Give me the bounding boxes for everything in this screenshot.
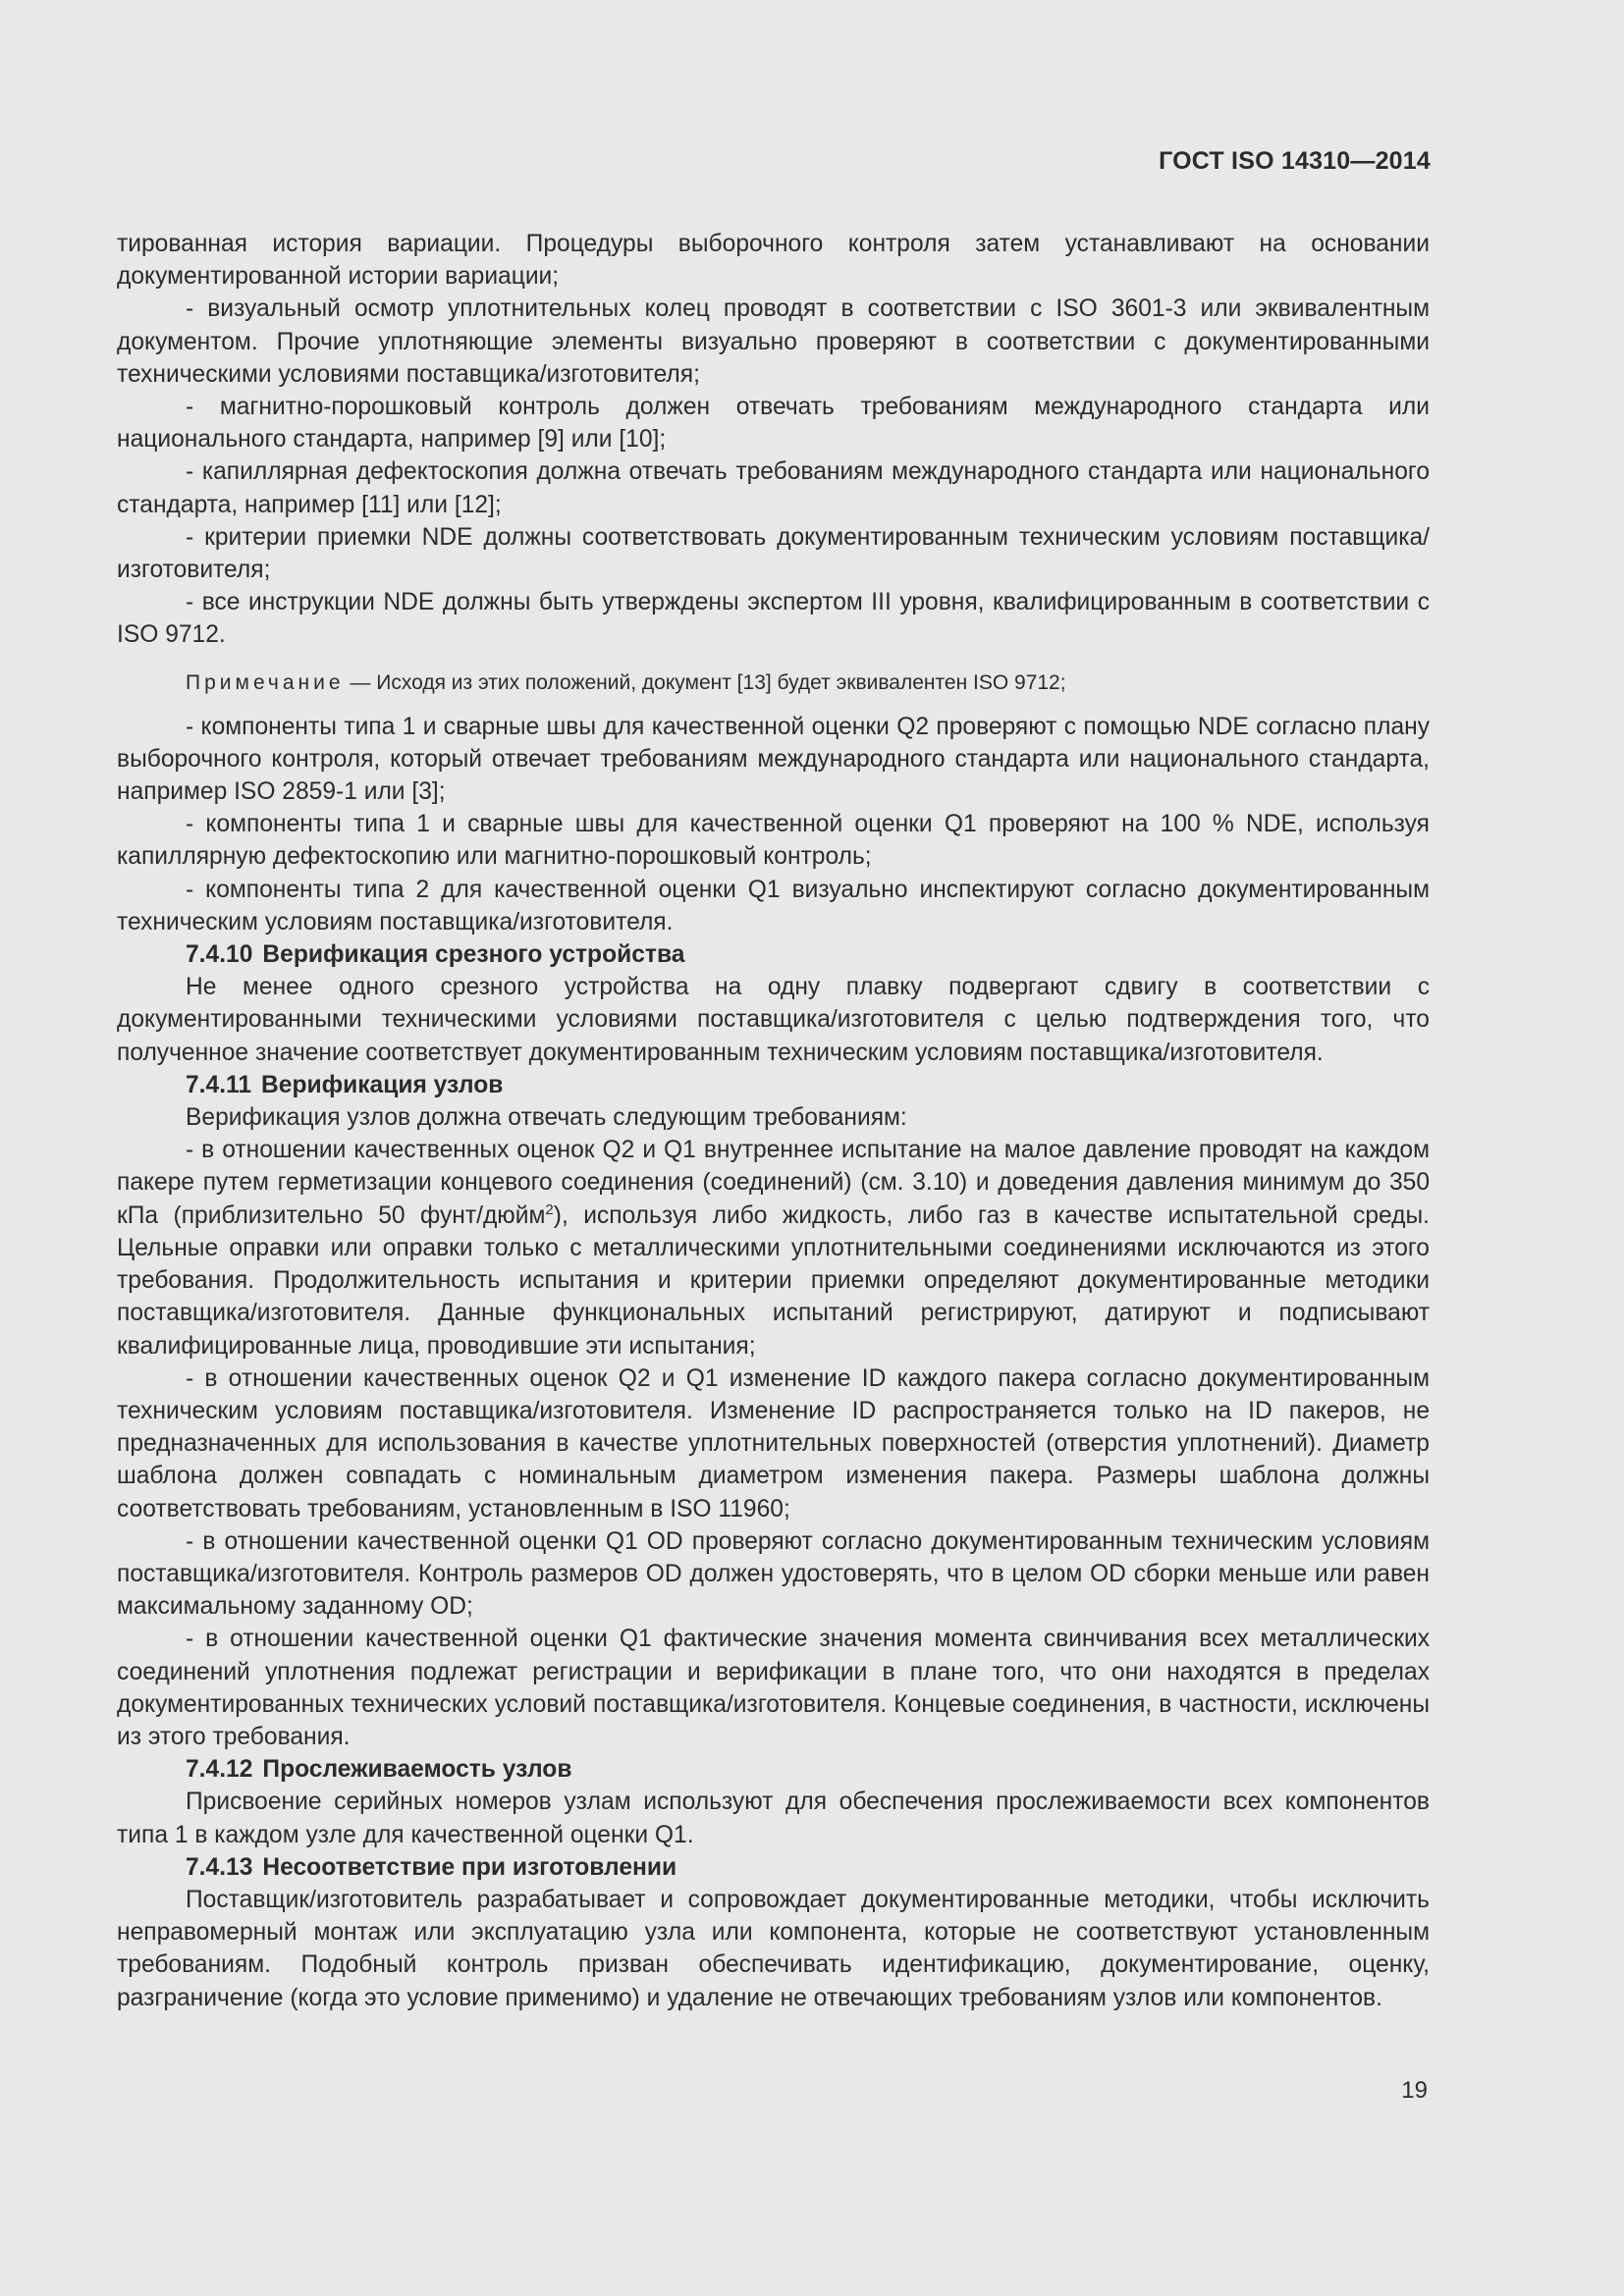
note-text: Исходя из этих положений, документ [13] будет эквивалентен ISO 9712;: [376, 670, 1066, 694]
section-heading: [117, 1851, 1430, 1884]
list-item-text: - в отношении качественных оценок Q2 и Q1 внутреннее испытание на малое давление проводят на каждом пакере путем герметизации концевого соединения (соединений) (см. 3.10) и доведения давления минимум до 350 кПа (приблизительно 50 фунт/дюйм: [117, 1137, 1430, 1229]
section-number: 7.4.12: [186, 1756, 253, 1784]
paragraph: Присвоение серийных номеров узлам используют для обеспечения прослеживаемости всех компонентов типа 1 в каждом узле для качественной оценки Q1.: [117, 1789, 1430, 1848]
section-title: Прослеживаемость узлов: [262, 1756, 572, 1784]
section-heading: [117, 938, 1430, 971]
list-item: - все инструкции NDE должны быть утверждены экспертом III уровня, квалифицированным в соответствии с ISO 9712.: [117, 589, 1430, 649]
paragraph: Верификация узлов должна отвечать следующим требованиям:: [186, 1104, 907, 1132]
paragraph-continuation: тированная история вариации. Процедуры выборочного контроля затем устанавливают на основании документированной истории вариации;: [117, 231, 1430, 291]
section-heading: [117, 1753, 1430, 1786]
list-item: - компоненты типа 1 и сварные швы для качественной оценки Q1 проверяют на 100 % NDE, используя капиллярную дефектоскопию или магнитно-порошковый контроль;: [117, 811, 1430, 871]
section-number: 7.4.11: [186, 1071, 252, 1098]
paragraph: Поставщик/изготовитель разрабатывает и сопровождает документированные методики, чтобы исключить неправомерный монтаж или эксплуатацию узла или компонента, которые не соответствуют установленным требованиям. Подобный контроль призван обеспечивать идентификацию, документирование, оценку, разграничение (когда это условие применимо) и удаление не отвечающих требованиям узлов или компонентов.: [117, 1886, 1430, 2011]
list-item: - в отношении качественной оценки Q1 OD проверяют согласно документированным техническим условиям поставщика/изготовителя. Контроль размеров OD должен удостоверять, что в целом OD сборки меньше или равен максимальному заданному OD;: [117, 1527, 1430, 1621]
list-item-text: ), используя либо жидкость, либо газ в качестве испытательной среды. Цельные оправки или оправки только с металлическими уплотнительными соединениями исключаются из этого требования. Продолжительность испытания и критерии приемки определяют документированные методики поставщика/изготовителя. Данные функциональных испытаний регистрируют, датируют и подписывают квалифицированные лица, проводившие эти испытания;: [117, 1201, 1431, 1360]
list-item: - компоненты типа 2 для качественной оценки Q1 визуально инспектируют согласно документированным техническим условиям поставщика/изготовителя.: [117, 876, 1430, 935]
page-number: 19: [1401, 2077, 1428, 2104]
list-item: - визуальный осмотр уплотнительных колец проводят в соответствии с ISO 3601-3 или эквивалентным документом. Прочие уплотняющие элементы визуально проверяют в соответствии с документированными техническими условиями поставщика/изготовителя;: [117, 295, 1430, 388]
section-title: Несоответствие при изготовлении: [262, 1853, 677, 1881]
list-item: [117, 1134, 1430, 1362]
section-heading: [117, 1069, 1430, 1101]
note-dash: —: [350, 670, 371, 694]
section-title: Верификация узлов: [261, 1071, 504, 1098]
note-label: Примечание: [186, 670, 345, 694]
list-item: - капиллярная дефектоскопия должна отвечать требованиям международного стандарта или национального стандарта, например [11] или [12];: [117, 458, 1430, 518]
superscript: 2: [545, 1201, 554, 1218]
standard-header: ГОСТ ISO 14310—2014: [1159, 147, 1431, 175]
list-item: - компоненты типа 1 и сварные швы для качественной оценки Q2 проверяют с помощью NDE согласно плану выборочного контроля, который отвечает требованиям международного стандарта или национального стандарта, например ISO 2859-1 или [3];: [117, 713, 1430, 806]
list-item: - в отношении качественной оценки Q1 фактические значения момента свинчивания всех металлических соединений уплотнения подлежат регистрации и верификации в плане того, что они находятся в пределах документированных технических условий поставщика/изготовителя. Концевые соединения, в частности, исключены из этого требования.: [117, 1626, 1430, 1750]
note: [117, 668, 1430, 698]
document-body: [117, 228, 1430, 2014]
list-item: - в отношении качественных оценок Q2 и Q1 изменение ID каждого пакера согласно документированным техническим условиям поставщика/изготовителя. Изменение ID распространяется только на ID пакеров, не предназначенных для использования в качестве уплотнительных поверхностей (отверстия уплотнений). Диаметр шаблона должен совпадать с номинальным диаметром изменения пакера. Размеры шаблона должны соответствовать требованиям, установленным в ISO 11960;: [117, 1364, 1430, 1522]
paragraph: Не менее одного срезного устройства на одну плавку подвергают сдвигу в соответствии с документированными техническими условиями поставщика/изготовителя с целью подтверждения того, что полученное значение соответствует документированным техническим условиям поставщика/изготовителя.: [117, 974, 1430, 1066]
section-number: 7.4.13: [186, 1853, 253, 1881]
list-item: - магнитно-порошковый контроль должен отвечать требованиям международного стандарта или национального стандарта, например [9] или [10];: [117, 394, 1430, 454]
section-number: 7.4.10: [186, 941, 253, 969]
list-item: - критерии приемки NDE должны соответствовать документированным техническим условиям поставщика/изготовителя;: [117, 523, 1430, 584]
section-title: Верификация срезного устройства: [262, 941, 685, 969]
